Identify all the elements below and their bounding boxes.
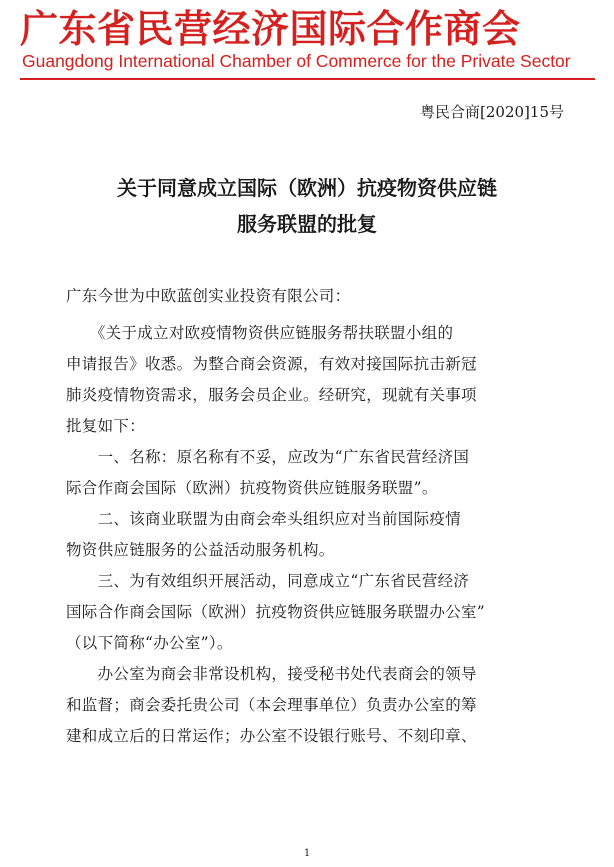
document-title (0, 170, 614, 242)
body-line: 二、该商业联盟为由商会牵头组织应对当前国际疫情 (66, 510, 462, 528)
body-line: 国际合作商会国际（欧洲）抗疫物资供应链服务联盟办公室” (66, 603, 486, 621)
body-line: 申请报告》收悉。为整合商会资源，有效对接国际抗击新冠 (66, 355, 477, 373)
document-body (66, 281, 550, 752)
body-line: 和监督；商会委托贵公司（本会理事单位）负责办公室的筹 (66, 696, 477, 714)
document-title-line: 服务联盟的批复 (237, 212, 377, 236)
body-line: （以下简称“办公室”）。 (66, 634, 233, 652)
body-line: 一、名称：原名称有不妥，应改为“广东省民营经济国 (66, 448, 470, 466)
body-line: 办公室为商会非常设机构，接受秘书处代表商会的领导 (66, 665, 477, 683)
body-line: 际合作商会国际（欧洲）抗疫物资供应链服务联盟”。 (66, 479, 438, 497)
body-line: 批复如下： (66, 417, 146, 435)
document-number: 粤民合商[2020]15号 (420, 103, 564, 121)
body-line: 三、为有效组织开展活动，同意成立“广东省民营经济 (66, 572, 470, 590)
document-title-line: 关于同意成立国际（欧洲）抗疫物资供应链 (117, 176, 497, 200)
body-line: 物资供应链服务的公益活动服务机构。 (66, 541, 335, 559)
body-line-salutation: 广东今世为中欧蓝创实业投资有限公司： (66, 287, 351, 305)
letterhead-org-name-english: Guangdong International Chamber of Commerce for the Private Sector (22, 51, 571, 71)
letterhead-org-name: 广东省民营经济国际合作商会 (20, 7, 521, 51)
letterhead-divider (20, 78, 595, 80)
page-number: 1 (303, 848, 311, 859)
body-line: 建和成立后的日常运作；办公室不设银行账号、不刻印章、 (66, 727, 477, 745)
body-line: 肺炎疫情物资需求，服务会员企业。经研究，现就有关事项 (66, 386, 477, 404)
body-line: 《关于成立对欧疫情物资供应链服务帮扶联盟小组的 (66, 324, 454, 342)
